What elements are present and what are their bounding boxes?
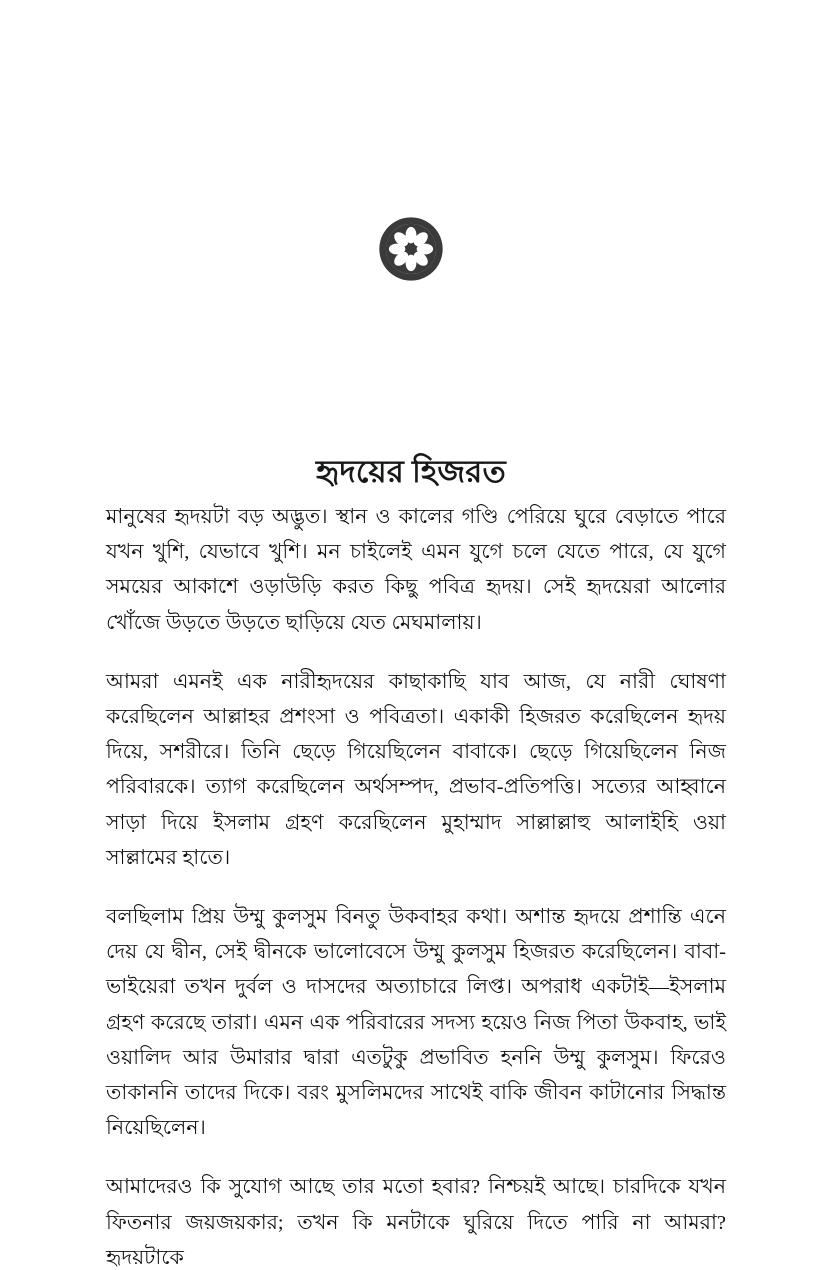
flower-rosette-ornament <box>378 216 444 282</box>
body-text <box>106 500 726 1270</box>
paragraph: মানুষের হৃদয়টা বড় অদ্ভুত। স্থান ও কালের গণ্ডি পেরিয়ে ঘুরে বেড়াতে পারে যখন খুশি, যেভাবে খুশি। মন চাইলেই এমন যুগে চলে যেতে পারে, যে যুগে সময়ের আকাশে ওড়াউড়ি করত কিছু পবিত্র হৃদয়। সেই হৃদয়েরা আলোর খোঁজে উড়তে উড়তে ছাড়িয়ে যেত মেঘমালায়। <box>106 506 726 634</box>
chapter-title: হৃদয়ের হিজরত <box>316 453 506 489</box>
chapter-ornament <box>0 216 822 282</box>
paragraph: বলছিলাম প্রিয় উম্মু কুলসুম বিনতু উকবাহর কথা। অশান্ত হৃদয়ে প্রশান্তি এনে দেয় যে দ্বীন, সেই দ্বীনকে ভালোবেসে উম্মু কুলসুম হিজরত করেছিলেন। বাবা-ভাইয়েরা তখন দুর্বল ও দাসদের অত্যাচারে লিপ্ত। অপরাধ একটাই—ইসলাম গ্রহণ করেছে তারা। এমন এক পরিবারের সদস্য হয়েও নিজ পিতা উকবাহ, ভাই ওয়ালিদ আর উমারার দ্বারা এতটুকু প্রভাবিত হননি উম্মু কুলসুম। ফিরেও তাকাননি তাদের দিকে। বরং মুসলিমদের সাথেই বাকি জীবন কাটানোর সিদ্ধান্ত নিয়েছিলেন। <box>106 906 726 1140</box>
paragraph: আমাদেরও কি সুযোগ আছে তার মতো হবার? নিশ্চয়ই আছে। চারদিকে যখন ফিতনার জয়জয়কার; তখন কি মনটাকে ঘুরিয়ে দিতে পারি না আমরা? হৃদয়টাকে <box>106 1176 726 1269</box>
paragraph: আমরা এমনই এক নারীহৃদয়ের কাছাকাছি যাব আজ, যে নারী ঘোষণা করেছিলেন আল্লাহর প্রশংসা ও পবিত্রতা। একাকী হিজরত করেছিলেন হৃদয় দিয়ে, সশরীরে। তিনি ছেড়ে গিয়েছিলেন বাবাকে। ছেড়ে গিয়েছিলেন নিজ পরিবারকে। ত্যাগ করেছিলেন অর্থসম্পদ, প্রভাব-প্রতিপত্তি। সত্যের আহ্বানে সাড়া দিয়ে ইসলাম গ্রহণ করেছিলেন মুহাম্মাদ সাল্লাল্লাহু আলাইহি ওয়া সাল্লামের হাতে। <box>106 670 726 869</box>
